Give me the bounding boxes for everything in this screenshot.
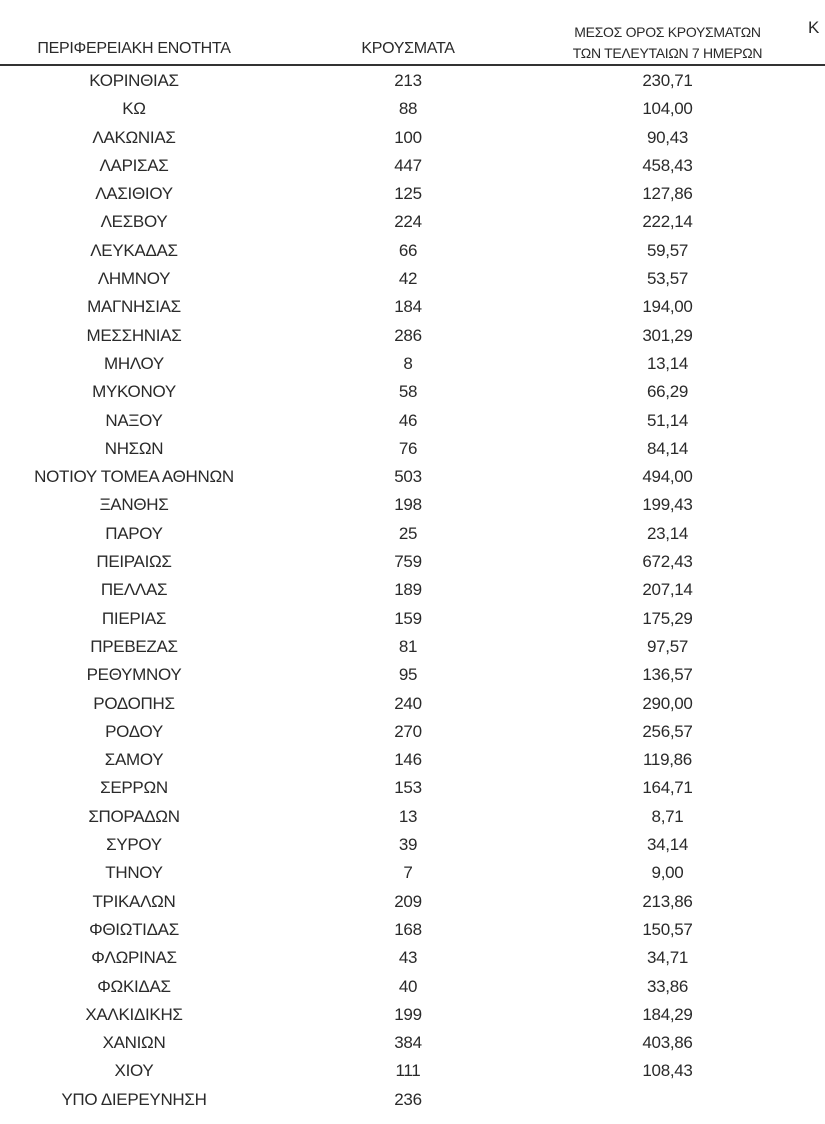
region-cell: ΣΑΜΟΥ [104,750,164,770]
region-cell: ΡΕΘΥΜΝΟΥ [86,665,182,685]
table-row [0,521,825,549]
region-cell: ΦΛΩΡΙΝΑΣ [91,948,177,968]
average-cell: 184,29 [642,1004,693,1024]
table-row [0,125,825,153]
region-cell: ΧΑΛΚΙΔΙΚΗΣ [85,1004,183,1024]
region-cell: ΡΟΔΟΥ [105,721,163,741]
average-cell: 13,14 [646,353,689,373]
region-cell: ΜΗΛΟΥ [104,353,164,373]
region-cell: ΦΘΙΩΤΙΔΑΣ [89,919,179,939]
region-cell: ΧΑΝΙΩΝ [102,1033,166,1053]
header-divider [0,64,825,66]
table-row [0,775,825,803]
average-cell: 34,71 [646,948,689,968]
region-cell: ΛΕΥΚΑΔΑΣ [90,240,178,260]
region-cell: ΝΑΞΟΥ [105,410,163,430]
header-7day-average [540,22,795,64]
table-row [0,492,825,520]
region-cell: ΣΕΡΡΩΝ [100,778,168,798]
average-cell: 51,14 [646,410,689,430]
table-row [0,68,825,96]
table-row [0,436,825,464]
table-row [0,408,825,436]
cases-cell: 270 [394,721,422,741]
cases-cell: 209 [394,891,422,911]
table-row [0,323,825,351]
cases-cell: 286 [394,325,422,345]
cases-cell: 8 [403,353,413,373]
table-row [0,860,825,888]
cases-cell: 198 [394,495,422,515]
average-cell: 59,57 [646,240,689,260]
cases-cell: 43 [398,948,418,968]
table-row [0,1058,825,1086]
average-cell: 127,86 [642,184,693,204]
cases-cell: 184 [394,297,422,317]
region-cell: ΠΕΛΛΑΣ [100,580,168,600]
average-cell: 9,00 [651,863,684,883]
cases-cell: 447 [394,155,422,175]
table-row [0,945,825,973]
region-cell: ΞΑΝΘΗΣ [99,495,169,515]
table-row [0,634,825,662]
cases-cell: 759 [394,552,422,572]
average-cell: 301,29 [642,325,693,345]
region-cell: ΚΩ [122,99,146,119]
header-avg-line2: ΤΩΝ ΤΕΛΕΥΤΑΙΩΝ 7 ΗΜΕΡΩΝ [572,45,763,61]
table-row [0,662,825,690]
cases-cell: 189 [394,580,422,600]
cases-cell: 503 [394,467,422,487]
region-cell: ΜΑΓΝΗΣΙΑΣ [87,297,181,317]
table-row [0,294,825,322]
table-row [0,889,825,917]
region-cell: ΠΡΕΒΕΖΑΣ [90,636,178,656]
region-cell: ΛΑΚΩΝΙΑΣ [92,127,176,147]
cases-cell: 100 [394,127,422,147]
region-cell: ΤΡΙΚΑΛΩΝ [92,891,176,911]
cases-cell: 81 [398,636,418,656]
region-cell: ΥΠΟ ΔΙΕΡΕΥΝΗΣΗ [61,1089,207,1109]
table-row [0,974,825,1002]
average-cell: 84,14 [646,438,689,458]
table-row [0,747,825,775]
table-row [0,379,825,407]
header-cut-off-column: Κ [808,18,820,37]
table-row [0,351,825,379]
cases-cell: 66 [398,240,418,260]
average-cell: 458,43 [642,155,693,175]
table-row [0,832,825,860]
header-region: ΠΕΡΙΦΕΡΕΙΑΚΗ ΕΝΟΤΗΤΑ [37,40,231,57]
cases-cell: 224 [394,212,422,232]
average-cell: 207,14 [642,580,693,600]
average-cell: 8,71 [651,806,684,826]
region-cell: ΠΕΙΡΑΙΩΣ [96,552,172,572]
table-row [0,238,825,266]
cases-cell: 125 [394,184,422,204]
average-cell: 97,57 [646,636,689,656]
table-header [0,0,825,66]
cases-cell: 39 [398,835,418,855]
region-cell: ΣΥΡΟΥ [106,835,162,855]
table-body [0,68,825,1115]
average-cell: 256,57 [642,721,693,741]
region-cell: ΤΗΝΟΥ [105,863,163,883]
cases-cell: 40 [398,976,418,996]
cases-cell: 111 [395,1061,421,1081]
region-cell: ΡΟΔΟΠΗΣ [93,693,175,713]
table-row [0,209,825,237]
table-row [0,464,825,492]
cases-cell: 13 [398,806,418,826]
region-cell: ΚΟΡΙΝΘΙΑΣ [89,71,179,90]
average-cell: 34,14 [646,835,689,855]
region-cell: ΛΑΣΙΘΙΟΥ [95,184,173,204]
cases-cell: 153 [394,778,422,798]
average-cell: 150,57 [642,919,693,939]
cases-cell: 76 [398,438,418,458]
average-cell: 53,57 [646,269,689,289]
average-cell: 199,43 [642,495,693,515]
average-cell: 119,86 [643,750,692,770]
table-row [0,549,825,577]
table-row [0,917,825,945]
header-cases: ΚΡΟΥΣΜΑΤΑ [361,40,455,57]
cases-cell: 240 [394,693,422,713]
cases-cell: 42 [398,269,418,289]
cases-cell: 168 [394,919,422,939]
cases-cell: 199 [394,1004,422,1024]
region-cell: ΛΗΜΝΟΥ [97,269,171,289]
average-cell: 194,00 [642,297,693,317]
table-row [0,804,825,832]
table-row [0,691,825,719]
region-cell: ΜΕΣΣΗΝΙΑΣ [86,325,182,345]
cases-cell: 46 [398,410,418,430]
average-cell: 403,86 [642,1033,693,1053]
cases-cell: 146 [394,750,422,770]
average-cell: 213,86 [642,891,693,911]
region-cell: ΛΕΣΒΟΥ [100,212,168,232]
average-cell: 108,43 [642,1061,693,1081]
cases-cell: 236 [394,1089,422,1109]
table-row [0,266,825,294]
average-cell: 230,71 [642,71,693,90]
average-cell: 290,00 [642,693,693,713]
table-row [0,606,825,634]
cases-cell: 58 [398,382,418,402]
average-cell: 66,29 [646,382,689,402]
table-row [0,719,825,747]
table-row [0,181,825,209]
cases-cell: 213 [394,71,422,90]
average-cell: 33,86 [646,976,689,996]
average-cell: 175,29 [642,608,693,628]
average-cell: 164,71 [642,778,693,798]
average-cell: 104,00 [642,99,693,119]
cases-cell: 25 [398,523,418,543]
region-cell: ΝΗΣΩΝ [104,438,164,458]
table-row [0,96,825,124]
average-cell: 23,14 [646,523,689,543]
cases-cell: 7 [403,863,413,883]
table-row [0,153,825,181]
cases-cell: 159 [394,608,422,628]
average-cell: 672,43 [642,552,693,572]
table-row [0,1002,825,1030]
average-cell: 136,57 [642,665,693,685]
header-avg-line1: ΜΕΣΟΣ ΟΡΟΣ ΚΡΟΥΣΜΑΤΩΝ [574,24,761,40]
cases-cell: 88 [398,99,418,119]
average-cell: 222,14 [642,212,693,232]
region-cell: ΜΥΚΟΝΟΥ [92,382,176,402]
region-cell: ΛΑΡΙΣΑΣ [99,155,169,175]
average-cell: 494,00 [642,467,693,487]
region-cell: ΣΠΟΡΑΔΩΝ [88,806,180,826]
region-cell: ΠΙΕΡΙΑΣ [101,608,167,628]
table-row [0,1087,825,1115]
cases-cell: 384 [394,1033,422,1053]
region-cell: ΧΙΟΥ [114,1061,154,1081]
region-cell: ΠΑΡΟΥ [105,523,163,543]
table-row [0,577,825,605]
region-cell: ΝΟΤΙΟΥ ΤΟΜΕΑ ΑΘΗΝΩΝ [34,467,234,487]
region-cell: ΦΩΚΙΔΑΣ [97,976,171,996]
cases-cell: 95 [398,665,418,685]
average-cell: 90,43 [646,127,689,147]
table-row [0,1030,825,1058]
